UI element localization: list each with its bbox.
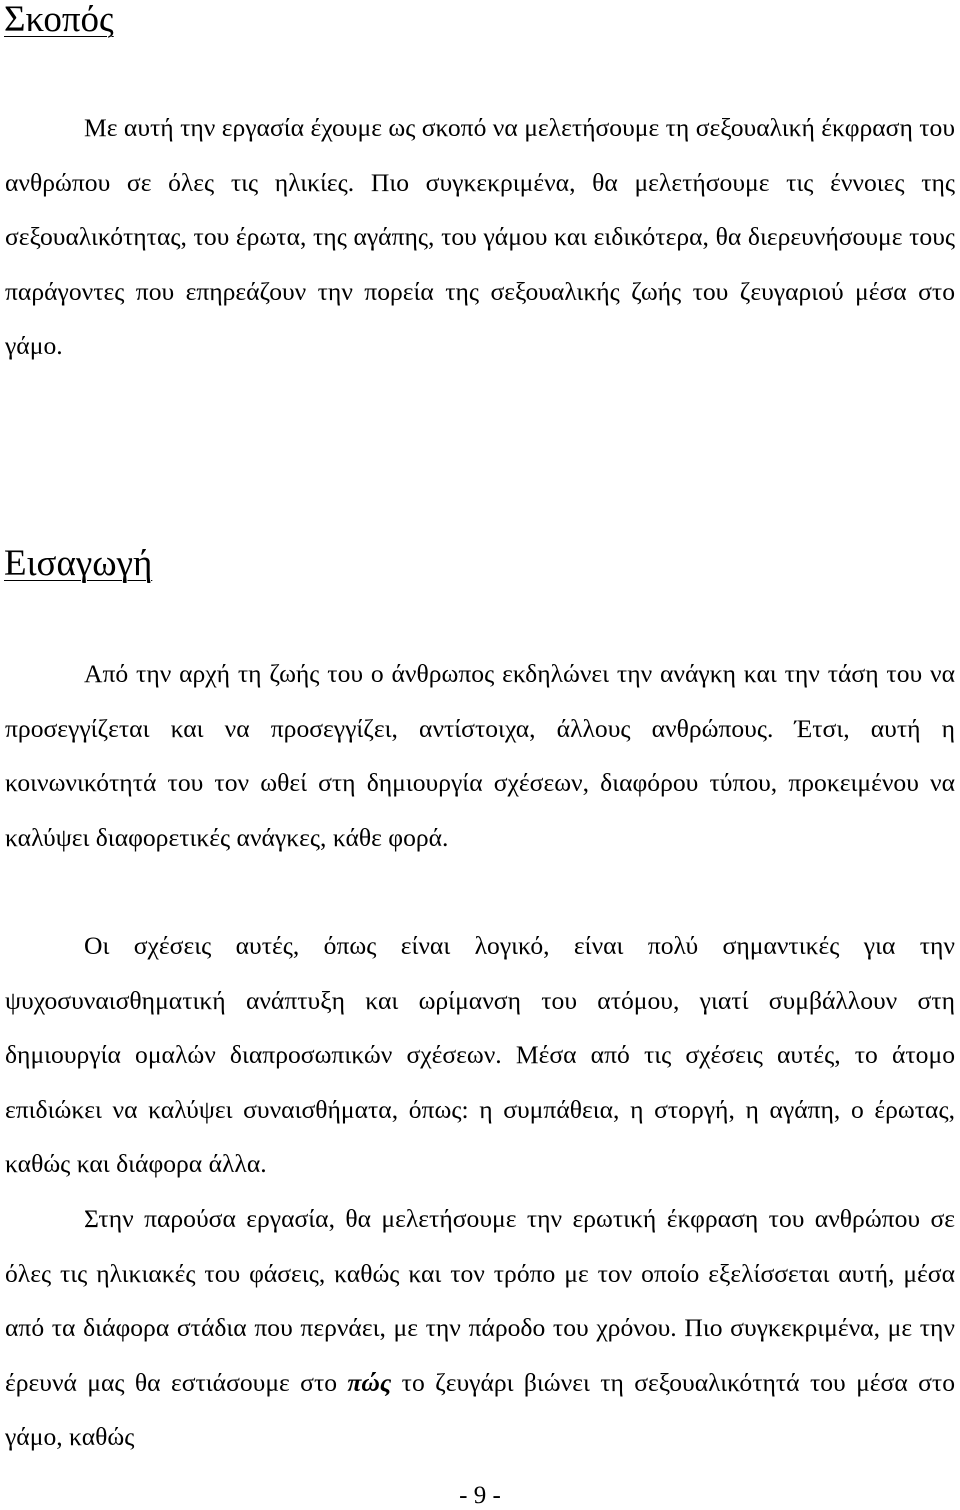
paragraph-text-start: Στην παρούσα εργασία, θα μελετήσουμε την ερωτική έκφραση του ανθρώπου σε όλες τις ηλικιακές του φάσεις, καθώς και τον τρόπο με τον οποίο εξελίσσεται αυτή, μέσα από τα διάφορα στάδια που περνάει, με την πάροδο του χρόνου. Πιο συγκεκριμένα, με την έρευνά μας θα εστιάσουμε στο — [5, 1204, 955, 1397]
introduction-paragraph-1: Από την αρχή τη ζωής του ο άνθρωπος εκδηλώνει την ανάγκη και την τάση του να προσεγγίζεται και να προσεγγίζει, αντίστοιχα, άλλους ανθρώπους. Έτσι, αυτή η κοινωνικότητά του τον ωθεί στη δημιουργία σχέσεων, διαφόρου τύπου, προκειμένου να καλύψει διαφορετικές ανάγκες, κάθε φορά. — [5, 659, 955, 852]
introduction-paragraph-3 — [5, 1192, 955, 1465]
page-number: - 9 - — [459, 1482, 501, 1509]
section-heading-introduction: Εισαγωγή — [4, 543, 153, 584]
paragraph-text-end: το ζευγάρι βιώνει τη σεξουαλικότητά του μέσα στο γάμο, καθώς — [5, 1367, 955, 1451]
section-heading-purpose: Σκοπός — [4, 0, 114, 40]
introduction-paragraph-2: Οι σχέσεις αυτές, όπως είναι λογικό, είναι πολύ σημαντικές για την ψυχοσυναισθηματική ανάπτυξη και ωρίμανση του ατόμου, γιατί συμβάλλουν στη δημιουργία ομαλών διαπροσωπικών σχέσεων. Μέσα από τις σχέσεις αυτές, το άτομο επιδιώκει να καλύψει συναισθήματα, όπως: η συμπάθεια, η στοργή, η αγάπη, ο έρωτας, καθώς και διάφορα άλλα. — [5, 931, 955, 1178]
emphasized-word: πώς — [347, 1367, 392, 1397]
purpose-paragraph: Με αυτή την εργασία έχουμε ως σκοπό να μελετήσουμε τη σεξουαλική έκφραση του ανθρώπου σε όλες τις ηλικίες. Πιο συγκεκριμένα, θα μελετήσουμε τις έννοιες της σεξουαλικότητας, του έρωτα, της αγάπης, του γάμου και ειδικότερα, θα διερευνήσουμε τους παράγοντες που επηρεάζουν την πορεία της σεξουαλικής ζωής του ζευγαριού μέσα στο γάμο. — [5, 113, 955, 360]
